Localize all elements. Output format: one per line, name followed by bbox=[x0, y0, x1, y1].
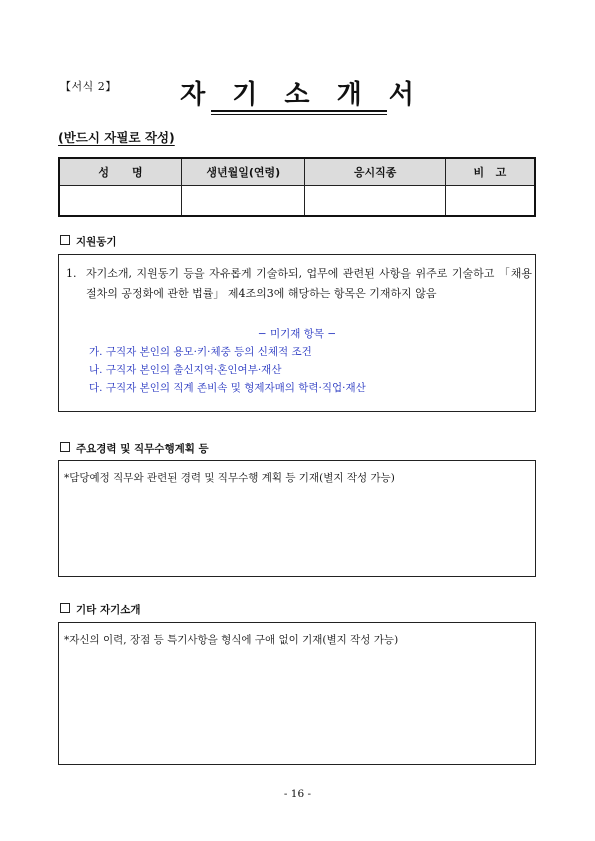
excluded-items-title: − 미기재 항목 − bbox=[257, 328, 337, 340]
name-field[interactable] bbox=[59, 186, 182, 217]
motivation-heading-text: 지원동기 bbox=[76, 236, 117, 248]
applicant-info-table bbox=[58, 157, 536, 217]
info-input-row bbox=[59, 186, 535, 217]
career-note: *담당예정 직무와 관련된 경력 및 직무수행 계획 등 기재(별지 작성 가능) bbox=[64, 472, 395, 484]
header-applied-position: 응시직종 bbox=[305, 158, 445, 186]
motivation-section-heading bbox=[60, 234, 117, 249]
excluded-item-physical: 가. 구직자 본인의 용모·키·체중 등의 신체적 조건 bbox=[89, 346, 312, 358]
title-underline-thin bbox=[211, 114, 387, 115]
other-intro-box[interactable] bbox=[58, 622, 536, 765]
title-underline-thick bbox=[211, 110, 387, 112]
career-heading-text: 주요경력 및 직무수행계획 등 bbox=[76, 443, 209, 455]
other-note: *자신의 이력, 장점 등 특기사항을 형식에 구애 없이 기재(별지 작성 가능) bbox=[64, 634, 399, 646]
motivation-item-number: 1. bbox=[66, 267, 77, 280]
document-title: 자 기 소 개 서 bbox=[180, 80, 423, 110]
form-number-label: 【서식 2】 bbox=[60, 80, 117, 93]
header-birthdate-age: 생년월일(연령) bbox=[182, 158, 305, 186]
career-plan-box[interactable] bbox=[58, 460, 536, 577]
handwriting-instruction: (반드시 자필로 작성) bbox=[58, 130, 175, 145]
motivation-instruction: 자기소개, 지원동기 등을 자유롭게 기술하되, 업무에 관련된 사항을 위주로 기술하고 「채용절차의 공정화에 관한 법률」 제4조의3에 해당하는 항목은 기재하지 않음 bbox=[86, 267, 532, 300]
excluded-item-family: 다. 구직자 본인의 직계 존비속 및 형제자매의 학력·직업·재산 bbox=[89, 382, 366, 394]
header-name: 성 명 bbox=[59, 158, 182, 186]
other-section-heading bbox=[60, 602, 141, 617]
motivation-box[interactable] bbox=[58, 254, 536, 412]
page-number: - 16 - bbox=[283, 788, 312, 800]
header-remarks: 비 고 bbox=[445, 158, 535, 186]
birthdate-age-field[interactable] bbox=[182, 186, 305, 217]
remarks-field[interactable] bbox=[445, 186, 535, 217]
other-heading-text: 기타 자기소개 bbox=[76, 604, 141, 616]
applied-position-field[interactable] bbox=[305, 186, 445, 217]
info-header-row bbox=[59, 158, 535, 186]
excluded-item-origin: 나. 구직자 본인의 출신지역·혼인여부·재산 bbox=[89, 364, 282, 376]
checkbox-square-icon bbox=[60, 603, 70, 613]
checkbox-square-icon bbox=[60, 442, 70, 452]
checkbox-square-icon bbox=[60, 235, 70, 245]
career-section-heading bbox=[60, 441, 209, 456]
